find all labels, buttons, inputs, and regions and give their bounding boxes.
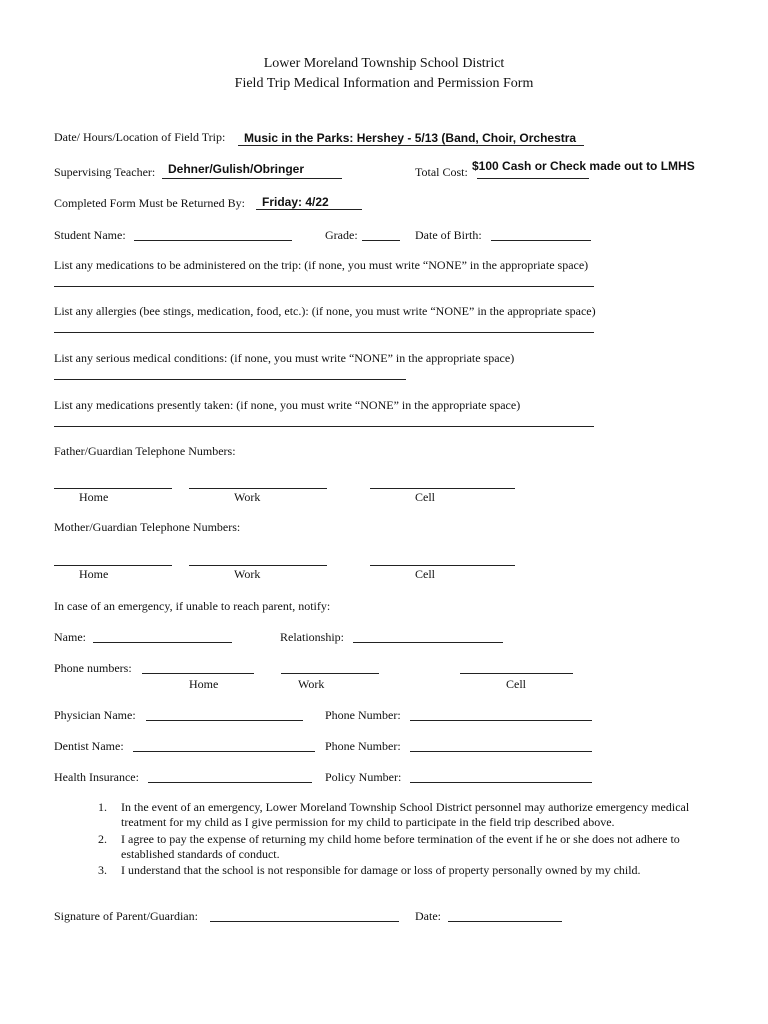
dentist-field[interactable] <box>133 751 315 752</box>
mother-home-caption: Home <box>79 567 109 581</box>
grade-field[interactable] <box>362 240 400 241</box>
teacher-line <box>162 178 342 179</box>
emergency-cell-field[interactable] <box>460 673 573 674</box>
mother-home-field[interactable] <box>54 565 172 566</box>
mother-work-caption: Work <box>234 567 261 581</box>
term-text: In the event of an emergency, Lower Moreland Township School District personnel may authorize emergency medical treatment for my child as I give permission for my child to participate in the field trip described above. <box>121 800 690 829</box>
cost-value[interactable]: $100 Cash or Check made out to LMHS <box>472 159 695 173</box>
date-field[interactable] <box>448 921 562 922</box>
meds-now-field[interactable] <box>54 426 594 427</box>
emergency-home-caption: Home <box>189 677 219 691</box>
trip-label: Date/ Hours/Location of Field Trip: <box>54 130 226 144</box>
conditions-field[interactable] <box>54 379 406 380</box>
physician-phone-field[interactable] <box>410 720 592 721</box>
term-number: 2. <box>98 832 107 846</box>
father-work-field[interactable] <box>189 488 327 489</box>
physician-field[interactable] <box>146 720 303 721</box>
date-label: Date: <box>415 909 441 923</box>
meds-trip-question: List any medications to be administered on the trip: (if none, you must write “NONE” in the appropriate space) <box>54 258 589 272</box>
physician-label: Physician Name: <box>54 708 136 722</box>
mother-cell-caption: Cell <box>415 567 435 581</box>
father-cell-caption: Cell <box>415 490 435 504</box>
term-text: I understand that the school is not responsible for damage or loss of property personally owned by my child. <box>121 863 641 877</box>
term-text: I agree to pay the expense of returning my child home before termination of the event if he or she does not adhere to established standards of conduct. <box>121 832 680 861</box>
emergency-work-field[interactable] <box>281 673 379 674</box>
term-number: 1. <box>98 800 107 814</box>
father-work-caption: Work <box>234 490 261 504</box>
father-phones-label: Father/Guardian Telephone Numbers: <box>54 444 236 458</box>
policy-label: Policy Number: <box>325 770 402 784</box>
cost-label: Total Cost: <box>415 165 468 179</box>
emergency-intro: In case of an emergency, if unable to reach parent, notify: <box>54 599 331 613</box>
return-label: Completed Form Must be Returned By: <box>54 196 245 210</box>
physician-phone-label: Phone Number: <box>325 708 401 722</box>
policy-field[interactable] <box>410 782 592 783</box>
relationship-field[interactable] <box>353 642 503 643</box>
dentist-phone-field[interactable] <box>410 751 592 752</box>
emergency-home-field[interactable] <box>142 673 254 674</box>
dentist-phone-label: Phone Number: <box>325 739 401 753</box>
signature-label: Signature of Parent/Guardian: <box>54 909 198 923</box>
dob-field[interactable] <box>491 240 591 241</box>
emergency-phone-label: Phone numbers: <box>54 661 132 675</box>
student-name-label: Student Name: <box>54 228 126 242</box>
trip-value[interactable]: Music in the Parks: Hershey - 5/13 (Band, Choir, Orchestra <box>244 131 577 145</box>
father-cell-field[interactable] <box>370 488 515 489</box>
meds-now-question: List any medications presently taken: (if none, you must write “NONE” in the appropriate space) <box>54 398 521 412</box>
cost-line <box>477 178 589 179</box>
student-name-field[interactable] <box>134 240 292 241</box>
grade-label: Grade: <box>325 228 358 242</box>
form-title-district: Lower Moreland Township School District <box>263 56 505 71</box>
meds-trip-field[interactable] <box>54 286 594 287</box>
emergency-cell-caption: Cell <box>506 677 526 691</box>
teacher-value[interactable]: Dehner/Gulish/Obringer <box>168 162 305 176</box>
teacher-label: Supervising Teacher: <box>54 165 156 179</box>
emergency-name-field[interactable] <box>93 642 232 643</box>
emergency-name-label: Name: <box>54 630 86 644</box>
allergies-question: List any allergies (bee stings, medication, food, etc.): (if none, you must write “NONE” in the appropriate space) <box>54 304 596 318</box>
insurance-field[interactable] <box>148 782 312 783</box>
return-value[interactable]: Friday: 4/22 <box>262 195 329 209</box>
return-line <box>256 209 362 210</box>
dentist-label: Dentist Name: <box>54 739 124 753</box>
father-home-caption: Home <box>79 490 109 504</box>
emergency-work-caption: Work <box>298 677 325 691</box>
mother-cell-field[interactable] <box>370 565 515 566</box>
signature-field[interactable] <box>210 921 399 922</box>
conditions-question: List any serious medical conditions: (if none, you must write “NONE” in the appropriate space) <box>54 351 515 365</box>
form-title: Field Trip Medical Information and Permission Form <box>234 76 534 91</box>
trip-line <box>238 145 584 146</box>
relationship-label: Relationship: <box>280 630 344 644</box>
mother-phones-label: Mother/Guardian Telephone Numbers: <box>54 520 241 534</box>
mother-work-field[interactable] <box>189 565 327 566</box>
dob-label: Date of Birth: <box>415 228 482 242</box>
father-home-field[interactable] <box>54 488 172 489</box>
allergies-field[interactable] <box>54 332 594 333</box>
term-number: 3. <box>98 863 107 877</box>
insurance-label: Health Insurance: <box>54 770 139 784</box>
